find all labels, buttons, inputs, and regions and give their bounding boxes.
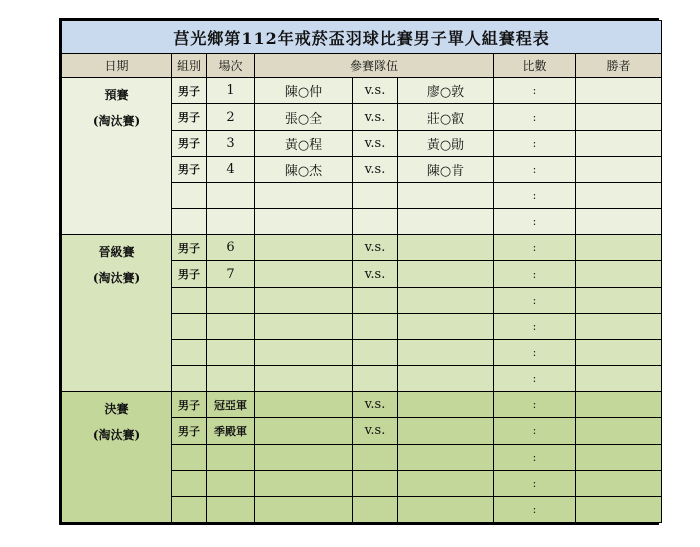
winner-cell — [576, 392, 662, 418]
winner-cell — [576, 130, 662, 156]
player1-cell — [255, 261, 353, 287]
header-group: 組別 — [172, 54, 207, 78]
header-date: 日期 — [62, 54, 172, 78]
score-cell: : — [494, 339, 576, 365]
header-winner: 勝者 — [576, 54, 662, 78]
score-cell: : — [494, 470, 576, 496]
vs-cell — [353, 287, 398, 313]
player1-cell: 陳○仲 — [255, 78, 353, 104]
vs-cell — [353, 209, 398, 235]
winner-cell — [576, 418, 662, 444]
player2-cell — [398, 235, 494, 261]
score-cell: : — [494, 130, 576, 156]
header-teams: 參賽隊伍 — [255, 54, 494, 78]
score-cell: : — [494, 156, 576, 182]
vs-cell — [353, 339, 398, 365]
player2-cell — [398, 418, 494, 444]
match-cell — [207, 496, 255, 522]
group-cell — [172, 496, 207, 522]
stage-subtitle: (淘汰賽) — [92, 271, 141, 286]
player2-cell: 莊○叡 — [398, 104, 494, 130]
match-cell: 7 — [207, 261, 255, 287]
group-cell: 男子 — [172, 235, 207, 261]
match-cell — [207, 444, 255, 470]
table-row — [62, 78, 662, 104]
score-cell: : — [494, 182, 576, 208]
match-cell: 2 — [207, 104, 255, 130]
player1-cell: 張○全 — [255, 104, 353, 130]
winner-cell — [576, 444, 662, 470]
winner-cell — [576, 496, 662, 522]
player1-cell — [255, 339, 353, 365]
player1-cell — [255, 182, 353, 208]
player2-cell — [398, 392, 494, 418]
player1-cell — [255, 366, 353, 392]
group-cell — [172, 444, 207, 470]
stage-subtitle: (淘汰賽) — [92, 428, 141, 443]
match-cell: 6 — [207, 235, 255, 261]
player1-cell — [255, 418, 353, 444]
score-cell: : — [494, 496, 576, 522]
match-cell: 4 — [207, 156, 255, 182]
winner-cell — [576, 235, 662, 261]
match-cell: 冠亞軍 — [207, 392, 255, 418]
stage-subtitle: (淘汰賽) — [92, 114, 141, 129]
vs-cell: v.s. — [353, 261, 398, 287]
match-cell: 1 — [207, 78, 255, 104]
player1-cell — [255, 209, 353, 235]
winner-cell — [576, 339, 662, 365]
winner-cell — [576, 209, 662, 235]
vs-cell — [353, 496, 398, 522]
score-cell: : — [494, 444, 576, 470]
group-cell: 男子 — [172, 392, 207, 418]
vs-cell: v.s. — [353, 418, 398, 444]
score-cell: : — [494, 287, 576, 313]
stage-name: 預賽 — [104, 88, 129, 103]
vs-cell: v.s. — [353, 235, 398, 261]
vs-cell: v.s. — [353, 130, 398, 156]
score-cell: : — [494, 392, 576, 418]
player2-cell — [398, 209, 494, 235]
vs-cell — [353, 366, 398, 392]
stage-name: 決賽 — [104, 402, 129, 417]
score-cell: : — [494, 235, 576, 261]
player1-cell — [255, 287, 353, 313]
vs-cell: v.s. — [353, 78, 398, 104]
group-cell — [172, 470, 207, 496]
score-cell: : — [494, 313, 576, 339]
player2-cell — [398, 339, 494, 365]
group-cell — [172, 366, 207, 392]
winner-cell — [576, 287, 662, 313]
match-cell — [207, 470, 255, 496]
winner-cell — [576, 104, 662, 130]
match-cell — [207, 366, 255, 392]
vs-cell — [353, 313, 398, 339]
group-cell: 男子 — [172, 78, 207, 104]
player1-cell — [255, 444, 353, 470]
score-cell: : — [494, 261, 576, 287]
player1-cell — [255, 235, 353, 261]
player2-cell — [398, 470, 494, 496]
group-cell: 男子 — [172, 261, 207, 287]
group-cell: 男子 — [172, 156, 207, 182]
score-cell: : — [494, 104, 576, 130]
group-cell: 男子 — [172, 104, 207, 130]
match-cell — [207, 287, 255, 313]
score-cell: : — [494, 209, 576, 235]
schedule-title: 莒光鄉第112年戒菸盃羽球比賽男子單人組賽程表 — [62, 21, 662, 54]
stage-cell — [62, 392, 172, 523]
winner-cell — [576, 78, 662, 104]
group-cell — [172, 339, 207, 365]
header-score: 比數 — [494, 54, 576, 78]
player2-cell — [398, 182, 494, 208]
match-cell: 3 — [207, 130, 255, 156]
player2-cell — [398, 287, 494, 313]
score-cell: : — [494, 418, 576, 444]
winner-cell — [576, 313, 662, 339]
player2-cell — [398, 313, 494, 339]
player1-cell — [255, 392, 353, 418]
table-row — [62, 235, 662, 261]
player2-cell: 廖○敦 — [398, 78, 494, 104]
player2-cell: 黃○勛 — [398, 130, 494, 156]
player2-cell: 陳○肯 — [398, 156, 494, 182]
winner-cell — [576, 261, 662, 287]
player1-cell — [255, 313, 353, 339]
player2-cell — [398, 261, 494, 287]
match-cell — [207, 182, 255, 208]
match-cell — [207, 339, 255, 365]
match-cell — [207, 313, 255, 339]
stage-cell — [62, 235, 172, 392]
stage-name: 晉級賽 — [98, 245, 135, 260]
winner-cell — [576, 366, 662, 392]
score-cell: : — [494, 78, 576, 104]
group-cell: 男子 — [172, 418, 207, 444]
match-cell: 季殿軍 — [207, 418, 255, 444]
table-row — [62, 392, 662, 418]
vs-cell: v.s. — [353, 104, 398, 130]
player1-cell: 黃○程 — [255, 130, 353, 156]
vs-cell — [353, 470, 398, 496]
vs-cell: v.s. — [353, 392, 398, 418]
vs-cell: v.s. — [353, 156, 398, 182]
vs-cell — [353, 444, 398, 470]
group-cell — [172, 209, 207, 235]
schedule-sheet — [59, 18, 659, 525]
group-cell — [172, 313, 207, 339]
group-cell — [172, 182, 207, 208]
player2-cell — [398, 444, 494, 470]
header-match: 場次 — [207, 54, 255, 78]
player1-cell — [255, 496, 353, 522]
winner-cell — [576, 470, 662, 496]
player2-cell — [398, 496, 494, 522]
player1-cell — [255, 470, 353, 496]
vs-cell — [353, 182, 398, 208]
player2-cell — [398, 366, 494, 392]
winner-cell — [576, 156, 662, 182]
winner-cell — [576, 182, 662, 208]
score-cell: : — [494, 366, 576, 392]
player1-cell: 陳○杰 — [255, 156, 353, 182]
match-cell — [207, 209, 255, 235]
group-cell — [172, 287, 207, 313]
group-cell: 男子 — [172, 130, 207, 156]
stage-cell — [62, 78, 172, 235]
schedule-table — [61, 20, 662, 523]
